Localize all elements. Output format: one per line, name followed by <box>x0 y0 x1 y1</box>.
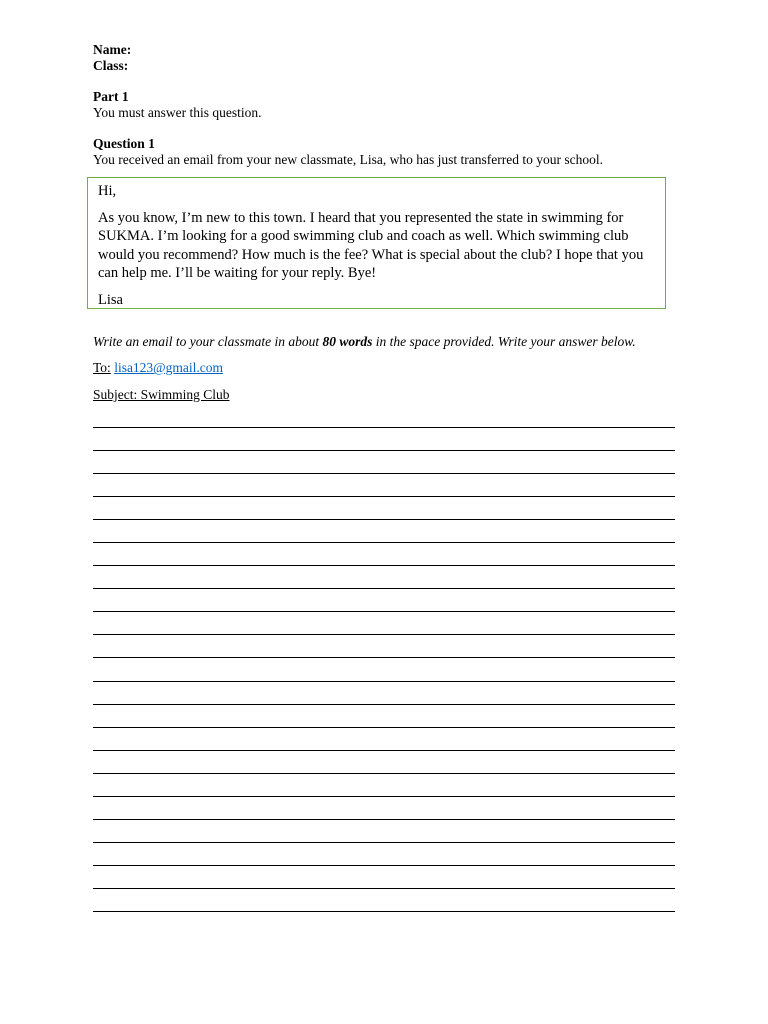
answer-line[interactable] <box>93 519 675 520</box>
answer-line[interactable] <box>93 773 675 774</box>
answer-line[interactable] <box>93 634 675 635</box>
answer-line[interactable] <box>93 496 675 497</box>
answer-line[interactable] <box>93 911 675 912</box>
answer-line[interactable] <box>93 565 675 566</box>
answer-line[interactable] <box>93 819 675 820</box>
part-instruction: You must answer this question. <box>93 105 262 120</box>
answer-line[interactable] <box>93 473 675 474</box>
answer-line[interactable] <box>93 796 675 797</box>
reply-to-line <box>93 360 223 376</box>
worksheet-header <box>93 42 675 168</box>
answer-line[interactable] <box>93 727 675 728</box>
task-instruction <box>93 334 636 350</box>
word-count: 80 words <box>322 334 373 349</box>
answer-line[interactable] <box>93 542 675 543</box>
question-prompt: You received an email from your new classmate, Lisa, who has just transferred to your school. <box>93 152 603 167</box>
answer-line[interactable] <box>93 681 675 682</box>
answer-line[interactable] <box>93 450 675 451</box>
answer-line[interactable] <box>93 427 675 428</box>
email-box <box>87 177 666 309</box>
answer-line[interactable] <box>93 588 675 589</box>
name-label: Name: <box>93 42 132 57</box>
part-title: Part 1 <box>93 89 129 104</box>
answer-line[interactable] <box>93 750 675 751</box>
answer-area[interactable] <box>93 427 675 934</box>
class-label: Class: <box>93 58 129 73</box>
email-greeting: Hi, <box>98 183 117 199</box>
answer-line[interactable] <box>93 842 675 843</box>
question-title: Question 1 <box>93 136 155 151</box>
answer-line[interactable] <box>93 888 675 889</box>
email-body: As you know, I’m new to this town. I heard that you represented the state in swimming for SUKMA. I’m looking for a good swimming club and coach as well. Which swimming club would you recommend? How much is the fee? What is special about the club? I hope that you can help me. I’ll be waiting for your reply. Bye! <box>98 209 644 281</box>
answer-line[interactable] <box>93 611 675 612</box>
task-instruction-end: in the space provided. Write your answer below. <box>372 334 636 349</box>
email-signature: Lisa <box>98 291 123 308</box>
reply-subject: Subject: Swimming Club <box>93 387 230 402</box>
task-instruction-start: Write an email to your classmate in about <box>93 334 323 349</box>
answer-line[interactable] <box>93 657 675 658</box>
answer-line[interactable] <box>93 704 675 705</box>
answer-line[interactable] <box>93 865 675 866</box>
recipient-email-link[interactable]: lisa123@gmail.com <box>114 360 223 375</box>
to-label: To: <box>93 360 111 375</box>
